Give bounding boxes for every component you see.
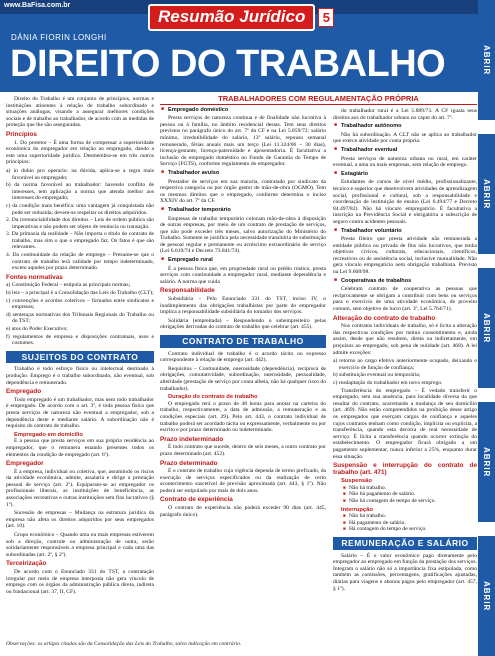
section-heading: Prazo determinado — [160, 459, 218, 467]
side-tab-strip — [478, 0, 495, 654]
requisitos-text: Requisitos – Continuidade, onerosidade (dependência), recíproca de obrigações, comutatividade, subordinação, onerosidade, pessoalidade, alteridade (prestação de serviço por conta alheia, não há qualquer risco do trabalhador). — [160, 365, 326, 392]
empregador-text: É a empresa, individual ou coletiva, que, assumindo os riscos da atividade econômica, admite, assalaria e dirige a prestação pessoal de serviço (art. 2º). Equiparam-se ao empregador os profissionais liberais, as instituições de beneficência, as associações recreativas e outras instituições sem fins lucrativos (§ 1º). — [6, 468, 154, 508]
column-3 — [333, 108, 477, 594]
bullet-autonomo — [333, 123, 477, 130]
bullet-domestico — [160, 107, 326, 114]
sujeitos-intro: Trabalho é todo esforço físico ou intelectual destinado à produção. Emprego é o trabalho subordinado, não eventual, sob dependência e remunerado. — [6, 366, 154, 386]
principle-subitem: b) da norma favorável ao trabalhador: havendo conflito de interesses, tem aplicação a norma que atenda melhor aos interesses do empregado; — [6, 182, 154, 202]
principle-subitem: a) in dubio pro operario: na dúvida, aplica-se a regra mais favorável ao empregado; — [6, 167, 154, 181]
footer-note: Observações: os artigos citados são da Consolidação das Leis do Trabalho, salvo indicação em contrário. — [6, 641, 242, 647]
bullet-avulso — [160, 170, 326, 177]
list-item: ■ Há pagamento de salário. — [343, 520, 477, 527]
subsidiaria-text: Subsidiária – Pelo Enunciado 331 do TST, inciso IV, o inadimplemento das obrigações trabalhistas por parte do empregador implica a responsabilidade subsidiária do tomador dos serviços. — [160, 296, 326, 316]
brand-logo — [148, 4, 334, 30]
source-item: f) regulamentos de empresa e disposições contratuais, usos e costumes. — [6, 333, 154, 347]
subsection-heading: Duração do contrato de trabalho — [168, 394, 258, 401]
section-heading: Alteração do contrato de trabalho — [333, 314, 436, 322]
solidaria-text: Solidária (empreitada) – Respondendo o subempreiteiro pelas obrigações derivadas do contrato de trabalho que celebrar (art. 455). — [160, 317, 326, 331]
subsection-heading: Suspensão — [341, 478, 372, 485]
bullet-title: Trabalhador voluntário — [341, 227, 402, 234]
temporario-text: Empresas de trabalho temporário colocam mão-de-obra à disposição de outras empresas, por meio de um contrato de prestação de serviços, que não pode exceder três meses, salvo autorização do Ministério do Trabalho. Somente se justifica pela necessidade transitória de substituição de pessoal regular e permanente ou acréscimo extraordinário de serviço (Lei 6.019/74 e Decreto 73.841/74). — [160, 215, 326, 255]
source-item: c) convenções e acordos coletivos – firmados entre sindicatos e empresas; — [6, 297, 154, 311]
intro-paragraph: Direito do Trabalho é um conjunto de princípios, normas e instituições atinentes à relação de trabalho subordinado e situações análogas, visando a assegurar melhores condições sociais e de trabalho ao trabalhador, de acordo com as medidas de proteção que lhe são asseguradas. — [6, 96, 154, 129]
suspensao-list — [333, 485, 477, 505]
duracao-text: O empregado terá o prazo de 48 horas para anotar na carteira do trabalho, respectivamente, a data de admissão, a remuneração e as condições especiais (art. 29). Pelo art. 443, o contrato individual de trabalho poderá ser acordado tácita ou expressamente, verbalmente ou por escrito e por prazo determinado ou indeterminado. — [160, 400, 326, 434]
indeterminado-text: É todo contrato que sucede, dentro de seis meses, a outro contrato por prazo determinado (art. 452). — [160, 444, 326, 457]
bullet-estagiario — [333, 171, 477, 178]
band-title: TRABALHADORES COM REGULAMENTAÇÃO PRÓPRIA — [160, 96, 477, 105]
transferencia-text: Transferência do empregado – É vedado transferir o empregado, sem sua anuência, para localidade diversa da que resultar do contrato, acarretando a mudança de seu domicílio (art. 469). Não estão compreendidos na proibição desse artigo os empregados que exerçam cargos de confiança e aqueles cujos contratos tenham como condição, implícita ou explícita, a transferência, quando esta decorra de real necessidade de serviço. É lícita a transferência quando ocorrer extinção do estabelecimento. O empregador ficará obrigado a um pagamento suplementar, nunca inferior a 25%, enquanto durar essa situação. — [333, 387, 477, 460]
fold-tab-1[interactable] — [478, 0, 495, 120]
alteracao-item: c) readaptação do trabalhador em novo emprego. — [333, 379, 443, 386]
interrupcao-list — [333, 513, 477, 533]
bullet-title: Trabalhador eventual — [341, 146, 398, 153]
bullet-cooperativas — [333, 278, 477, 285]
list-item: ■ Não há contagem de tempo de serviço. — [343, 498, 477, 505]
list-item: ■ Não há trabalho. — [343, 513, 477, 520]
domestico-text: Presta serviços de natureza contínua e de finalidade não lucrativa à pessoa ou à família, no âmbito residencial destas. Tem seus direitos previstos no parágrafo único do art. 7º da CF e na Lei 5.859/72: salário mínimo, irredutibilidade do salário, 13º salário, repouso semanal remunerado, férias anuais mais um terço (Lei 11.324/06 – 30 dias), licença-gestante, licença-paternidade e aposentadoria. É facultativa a inclusão do empregado doméstico no Fundo de Garantia do Tempo de Serviço (FGTS), conforme regulamento do empregador. — [160, 115, 326, 168]
avulso-text: Prestador de serviços em sua maioria, contratado por sindicato da respectiva categoria ou por órgão gestor de mão-de-obra (OGMO). Tem os mesmos direitos que o empregado, conforme determina o inciso XXXIV do art. 7º da CF. — [160, 178, 326, 205]
section-heading: Contrato de experiência — [160, 496, 233, 504]
source-item: e) atos do Poder Executivo; — [6, 326, 68, 332]
eventual-text: Presta serviços de natureza urbana ou rural, em caráter eventual, a uma ou mais empresas, sem relação de emprego. — [333, 155, 477, 169]
principle-subitem: c) da condição mais benéfica: uma vantagem já conquistada não pode ser reduzida; devem-se respeitar os direitos adquiridos. — [6, 202, 154, 216]
fold-tab-label: ABRIR — [482, 446, 491, 478]
section-bar-contrato: CONTRATO DE TRABALHO — [160, 335, 326, 348]
source-item: b) leis – a principal é a Consolidação das Leis do Trabalho (CLT); — [6, 290, 154, 297]
volume-number: 5 — [318, 8, 334, 27]
bullet-voluntario — [333, 228, 477, 235]
fold-tab-label: ABRIR — [482, 44, 491, 76]
source-item: d) sentenças normativas dos Tribunais Regionais do Trabalho ou do TST; — [6, 311, 154, 325]
autonomo-text: Não há subordinação. A CLT não se aplica ao trabalhador que exerce atividade por conta própria. — [333, 131, 477, 145]
experiencia-text: O contrato de experiência não poderá exceder 90 dias (art. 445, parágrafo único). — [160, 505, 326, 518]
fold-tab-4[interactable] — [478, 402, 495, 522]
header-banner — [0, 0, 478, 92]
fold-tab-3[interactable] — [478, 268, 495, 388]
subsection-heading: Interrupção — [341, 506, 373, 513]
section-bar-remuneracao: REMUNERAÇÃO E SALÁRIO — [333, 537, 477, 550]
rural-text: É a pessoa física que, em propriedade rural ou prédio rústico, presta serviços com continuidade a empregador rural, mediante dependência e salário. A norma que cuida — [160, 265, 326, 285]
section-heading: Responsabilidade — [160, 287, 215, 295]
bullet-title: Empregado doméstico — [168, 106, 229, 113]
page-title: DIREITO DO TRABALHO — [10, 43, 446, 85]
section-heading: Empregador — [6, 460, 44, 468]
bullet-temporario — [160, 207, 326, 214]
empregado-text: Todo empregado é um trabalhador, mas nem todo trabalhador é empregado. De acordo com o art. 3º, é toda pessoa física que presta serviços de natureza não eventual a empregador, sob a dependência deste e mediante salário. A subordinação não é requisito do contrato de trabalho. — [6, 396, 154, 430]
alteracao-item: a) retorno ao cargo efetivo anteriormente ocupado, deixando o exercício de função de confiança; — [333, 358, 477, 371]
fold-tab-label: ABRIR — [482, 312, 491, 344]
bullet-title: Trabalhador autônomo — [341, 123, 402, 130]
section-heading: Princípios — [6, 130, 37, 138]
principle-item: 1. Do protetor – É uma forma de compensar a superioridade econômica do empregador em relação ao empregado, dando a este uma superioridade jurídica. Desmembra-se em três outros princípios: — [6, 139, 154, 166]
contrato-intro: Contrato individual de trabalho é o acordo tácito ou expresso correspondente à relação de emprego (art. 442). — [160, 350, 326, 364]
bullet-rural — [160, 257, 326, 264]
bullet-title: Trabalhador temporário — [168, 206, 231, 213]
source-item: a) Constituição Federal – estipula as principais normas; — [6, 282, 131, 289]
determinado-text: É o contrato de trabalho cuja vigência dependa de termo prefixado, da execução de serviços especificados ou da realização de certo acontecimento suscetível de previsão aproximada (art. 443, § 1º). Não poderá ser estipulado por mais de dois anos. — [160, 468, 326, 494]
alteracao-text: Nos contratos individuais de trabalho, só é lícita a alteração das respectivas condições por mútuo consentimento e, ainda assim, desde que não resultem, direta ou indiretamente, em prejuízos ao empregado, sob pena de nulidade (art. 468). A lei admite exceções: — [333, 323, 477, 356]
remuneracao-text: Salário – É o valor econômico pago diretamente pelo empregador ao empregado em função da prestação dos serviços. Integram o salário não só a importância fixa estipulada, como também as comissões, percentagens, gratificações ajustadas, diárias para viagens e abonos pagos pelo empregador (art. 457, § 1º). — [333, 552, 477, 592]
bullet-eventual — [333, 147, 477, 154]
column-1 — [6, 96, 154, 597]
fold-tab-label: ABRIR — [482, 580, 491, 612]
fold-tab-5[interactable] — [478, 536, 495, 656]
voluntario-text: Presta fileiro que presta atividade não remunerada a entidade pública ou privada de fins não lucrativos, que tenha objetivos cívicos, culturais, educacionais, científicos, recreativos ou de assistência social, inclusive mutualidade. Não gera vínculo empregatício nem obrigação trabalhista. Previsto na Lei 9.608/98. — [333, 236, 477, 276]
subsection-heading: Empregado em domicílio — [14, 431, 83, 438]
list-item: ■ Não há pagamento de salário. — [343, 491, 477, 498]
brand-name: Resumão Jurídico — [148, 4, 315, 31]
section-heading: Fontes normativas — [6, 273, 63, 281]
section-heading: Empregado — [6, 388, 42, 396]
list-item: ■ Há contagem do tempo de serviço. — [343, 526, 477, 533]
alteracao-item: b) substituição eventual ou temporária; — [333, 372, 421, 379]
bullet-title: Trabalhador avulso — [168, 169, 220, 176]
rural-continued-text: do trabalhador rural é a Lei 5.889/73. A CF iguala seus direitos aos do trabalhador urbano no caput do art. 7º. — [333, 108, 477, 121]
grupo-text: Grupo econômico – Quando uma ou mais empresas estiverem sob a direção, controle ou administração de outra, serão solidariamente responsáveis a empresa principal e cada uma das subordinadas (art. 2º, § 2º). — [6, 532, 154, 558]
section-heading: Suspensão e interrupção do contrato de trabalho (art. 471) — [333, 462, 477, 476]
bullet-title: Cooperativas de trabalhos — [341, 277, 412, 284]
author-name: DÁNIA FIORIN LONGHI — [11, 33, 107, 42]
section-bar-sujeitos: SUJEITOS DO CONTRATO — [6, 351, 154, 364]
fold-tab-2[interactable] — [478, 134, 495, 254]
site-url[interactable]: www.BaFisa.com.br — [4, 2, 71, 9]
list-item: ■ Não há trabalho. — [343, 485, 477, 492]
bullet-title: Empregado rural — [168, 257, 213, 264]
section-heading: Prazo indeterminado — [160, 435, 224, 443]
terceirizacao-text: De acordo com o Enunciado 331 do TST, a contratação irregular por meio de empresa interposta não gera vínculo de emprego com os órgãos da administração pública direta, indireta ou fundacional (art. 37, II, CF). — [6, 569, 154, 595]
sucessao-text: Sucessão de empresas – Mudança na estrutura jurídica da empresa não afeta os direitos adquiridos por seus empregados (art. 10). — [6, 510, 154, 530]
principle-item: 4. Da continuidade da relação de emprego – Presume-se que o contrato de trabalho terá validade por tempo indeterminado, exceto aqueles por prazo determinado. — [6, 252, 154, 272]
cooperativas-text: Celebram contrato de cooperativa as pessoas que reciprocamente se obrigam a contribuir com bens ou serviços para o exercício de uma atividade econômica, de proveito comum, sem objetivo de lucro (art. 3º, Lei 5.764/71). — [333, 286, 477, 313]
bullet-title: Estagiário — [341, 170, 369, 177]
section-heading: Terceirização — [6, 560, 47, 568]
principle-item: 2. Da irrenunciabilidade dos direitos – Leis de ordem pública são imperativas e não podem ser objeto de renúncia ou transação. — [6, 217, 154, 230]
estagiario-text: Estudantes de cursos de nível médio, profissionalizante, técnico e superior que desenvolvem atividades de aprendizagem social, profissional e cultural, sob a responsabilidade e coordenação de instituição de ensino (Lei 6.494/77 e Decreto 84.497/82). Não há vínculo empregatício. É facultativa a inscrição na Previdência Social e obrigatória a subscrição de seguro contra acidentes pessoais. — [333, 179, 477, 225]
principle-item: 3. Da primazia da realidade – Não importa o título do contrato de trabalho, mas sim o que o empregado faz. Os fatos é que são relevantes. — [6, 231, 154, 251]
fold-tab-label: ABRIR — [482, 178, 491, 210]
empregado-domicilio-text: É a pessoa que presta serviços em sua própria residência ao empregador, que o remunera estando presentes todos os elementos da condição de empregado (art. 6º). — [6, 438, 154, 458]
